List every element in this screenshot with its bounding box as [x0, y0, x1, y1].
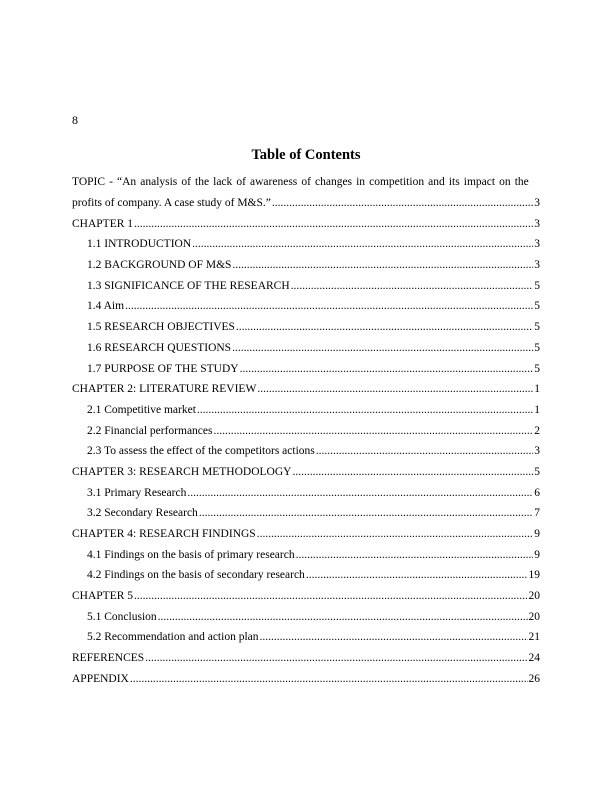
toc-entry-label: 3.2 Secondary Research: [87, 507, 198, 520]
toc-page-number: 20: [528, 590, 540, 603]
toc-topic-entry[interactable]: [72, 193, 540, 214]
toc-entry-label: CHAPTER 2: LITERATURE REVIEW: [72, 383, 257, 396]
toc-entry[interactable]: [72, 379, 540, 400]
toc-entry[interactable]: [72, 524, 540, 545]
dot-leader: [134, 218, 533, 230]
dot-leader: [192, 238, 533, 250]
dot-leader: [232, 259, 533, 271]
dot-leader: [134, 590, 527, 602]
toc-page-number: 20: [528, 610, 540, 623]
toc-entry-label: 1.4 Aim: [87, 300, 125, 313]
toc-entry[interactable]: [72, 482, 540, 503]
toc-page-number: 5: [534, 341, 540, 354]
dot-leader: [316, 445, 533, 457]
toc-page-number: 5: [534, 279, 540, 292]
toc-entry-label: CHAPTER 4: RESEARCH FINDINGS: [72, 528, 256, 541]
table-of-contents: [72, 172, 540, 689]
toc-entry-label: 2.2 Financial performances: [87, 424, 213, 437]
dot-leader: [145, 652, 527, 664]
toc-page-number: 9: [534, 528, 540, 541]
toc-page-number: 21: [528, 631, 540, 644]
toc-topic-line-1: TOPIC - “An analysis of the lack of awareness of changes in competition and its impact on the: [72, 176, 529, 189]
toc-page-number: 5: [534, 465, 540, 478]
toc-entry[interactable]: [72, 275, 540, 296]
toc-entry-label: 1.7 PURPOSE OF THE STUDY: [87, 362, 239, 375]
toc-entry-label: CHAPTER 3: RESEARCH METHODOLOGY: [72, 465, 292, 478]
dot-leader: [306, 569, 528, 581]
toc-entry[interactable]: [72, 338, 540, 359]
toc-entry-label: CHAPTER 5: [72, 590, 134, 603]
toc-entry[interactable]: [72, 544, 540, 565]
dot-leader: [187, 487, 533, 499]
toc-entry-label: 4.1 Findings on the basis of primary research: [87, 548, 295, 561]
toc-page-number: 3: [534, 445, 540, 458]
toc-page-number: 9: [534, 548, 540, 561]
dot-leader: [291, 280, 534, 292]
dot-leader: [199, 507, 533, 519]
toc-entry[interactable]: [72, 462, 540, 483]
toc-page-number: 5: [534, 362, 540, 375]
toc-page-number: 2: [534, 424, 540, 437]
dot-leader: [292, 466, 533, 478]
toc-entry-label: APPENDIX: [72, 672, 129, 685]
toc-entry-label: REFERENCES: [72, 652, 145, 665]
toc-entry-label: CHAPTER 1: [72, 217, 134, 230]
toc-entry-label: 2.1 Competitive market: [87, 403, 196, 416]
toc-entry[interactable]: [72, 213, 540, 234]
dot-leader: [296, 549, 534, 561]
toc-entry[interactable]: [72, 586, 540, 607]
toc-page-number: 3: [534, 217, 540, 230]
dot-leader: [232, 342, 533, 354]
toc-entry[interactable]: [72, 503, 540, 524]
toc-page-number: 3: [534, 238, 540, 251]
toc-entry-label: 1.6 RESEARCH QUESTIONS: [87, 341, 232, 354]
toc-topic-line-2: profits of company. A case study of M&S.”: [72, 197, 271, 210]
toc-entry[interactable]: [72, 441, 540, 462]
toc-entry[interactable]: [72, 669, 540, 690]
dot-leader: [214, 425, 534, 437]
toc-entry-label: 2.3 To assess the effect of the competitors actions: [87, 445, 315, 458]
dot-leader: [257, 383, 533, 395]
dot-leader: [125, 300, 533, 312]
toc-page-number: 1: [534, 383, 540, 396]
toc-entry-label: 1.3 SIGNIFICANCE OF THE RESEARCH: [87, 279, 290, 292]
toc-entry-label: 1.5 RESEARCH OBJECTIVES: [87, 321, 235, 334]
toc-title: Table of Contents: [251, 147, 361, 163]
toc-page-number: 7: [534, 507, 540, 520]
dot-leader: [260, 631, 528, 643]
toc-entry[interactable]: [72, 358, 540, 379]
toc-page-number: 1: [534, 403, 540, 416]
toc-entry[interactable]: [72, 420, 540, 441]
toc-page-number: 5: [534, 321, 540, 334]
toc-page-number: 24: [528, 652, 540, 665]
toc-entry-label: 1.2 BACKGROUND OF M&S: [87, 259, 232, 272]
dot-leader: [158, 611, 528, 623]
toc-entry[interactable]: [72, 296, 540, 317]
toc-page-number: 3: [534, 197, 540, 210]
toc-entry-label: 5.2 Recommendation and action plan: [87, 631, 259, 644]
toc-entry-label: 1.1 INTRODUCTION: [87, 238, 192, 251]
toc-entry[interactable]: [72, 255, 540, 276]
toc-entry-label: 3.1 Primary Research: [87, 486, 187, 499]
toc-entry[interactable]: [72, 606, 540, 627]
dot-leader: [130, 673, 528, 685]
dot-leader: [272, 197, 533, 209]
toc-entry[interactable]: [72, 234, 540, 255]
toc-entry-label: 4.2 Findings on the basis of secondary research: [87, 569, 305, 582]
toc-page-number: 5: [534, 300, 540, 313]
toc-entry-list: [72, 213, 540, 689]
dot-leader: [197, 404, 533, 416]
toc-page-number: 19: [528, 569, 540, 582]
toc-entry[interactable]: [72, 565, 540, 586]
toc-page-number: 3: [534, 259, 540, 272]
page-number: 8: [72, 113, 78, 127]
toc-page-number: 6: [534, 486, 540, 499]
toc-entry-label: 5.1 Conclusion: [87, 610, 157, 623]
dot-leader: [257, 528, 534, 540]
dot-leader: [236, 321, 533, 333]
toc-page-number: 26: [528, 672, 540, 685]
dot-leader: [240, 363, 534, 375]
toc-entry[interactable]: [72, 648, 540, 669]
toc-entry[interactable]: [72, 400, 540, 421]
toc-entry[interactable]: [72, 627, 540, 648]
toc-entry[interactable]: [72, 317, 540, 338]
